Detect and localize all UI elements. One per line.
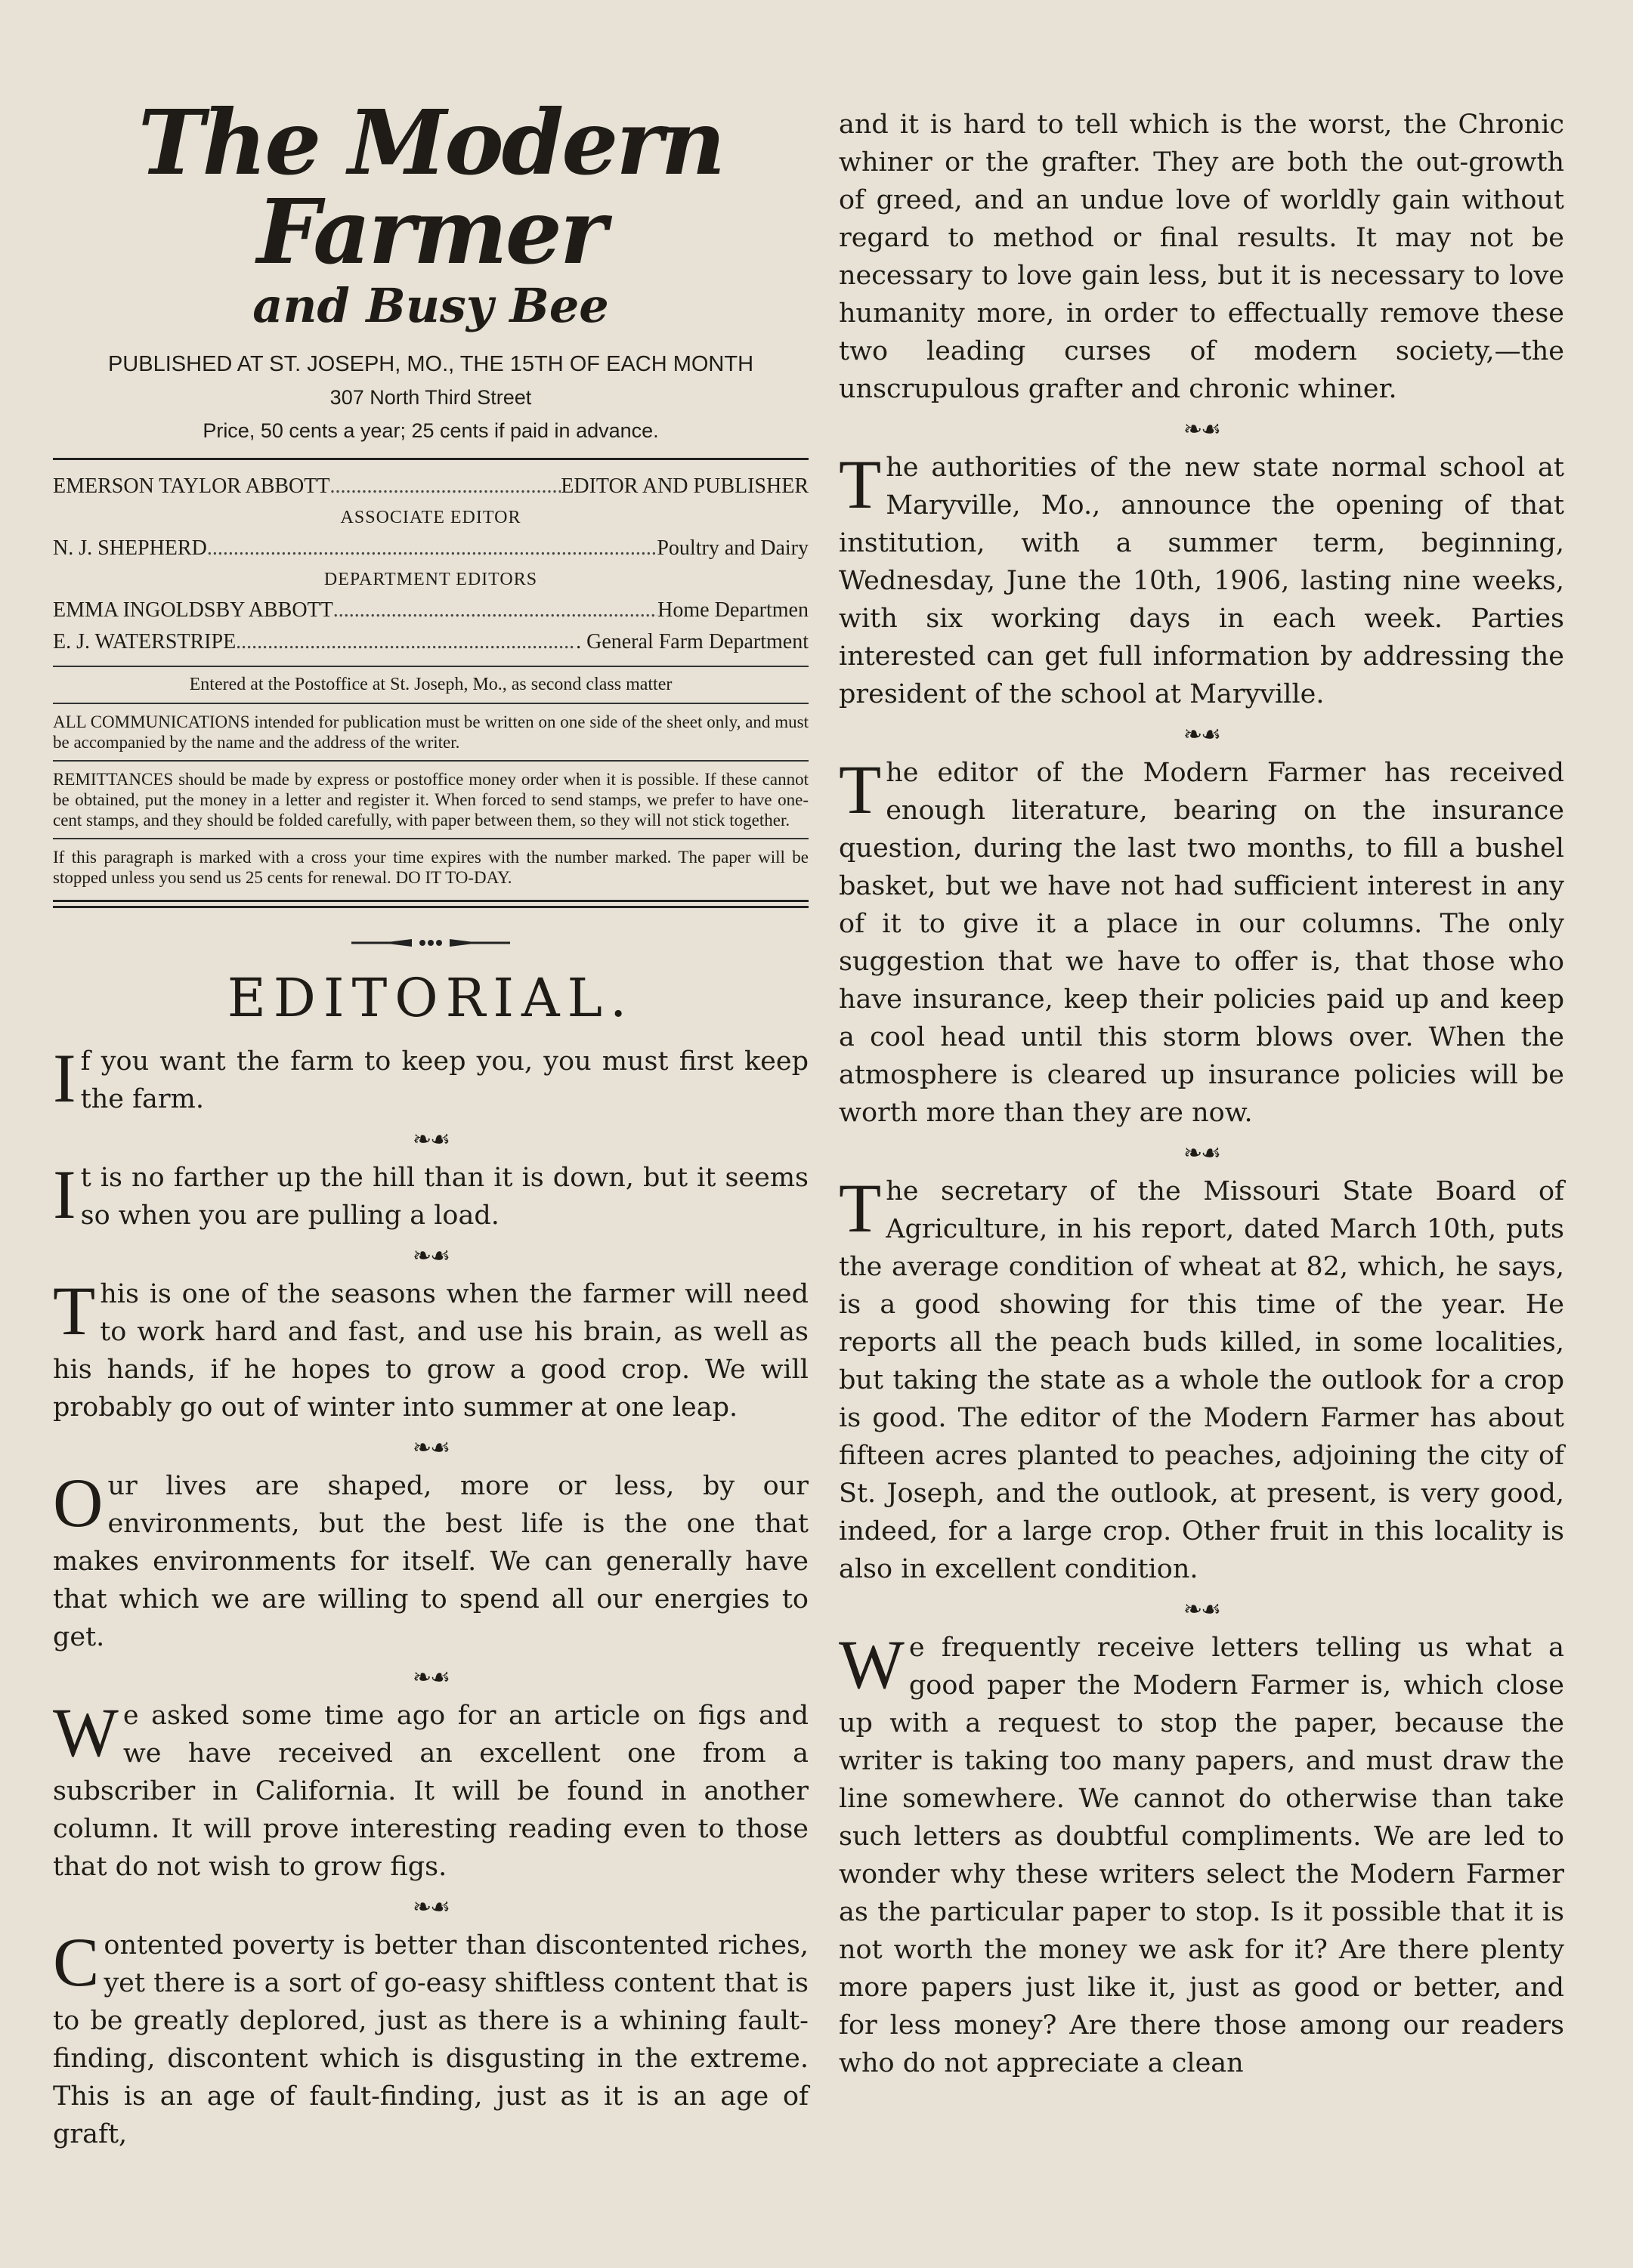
publication-info: PUBLISHED AT ST. JOSEPH, MO., THE 15TH OF EACH MONTH (107, 352, 754, 376)
paragraph-text: f you want the farm to keep you, you must first keep the farm. (80, 1046, 809, 1114)
publication-address: 307 North Third Street (329, 386, 532, 409)
paragraph-text: ontented poverty is better than discontented riches, yet there is a sort of go-easy shiftless content that is to be greatly deplored, just as there is a whining fault-finding, discontent which is disgusting in the extreme. This is an age of fault-finding, just as it is an age of graft, (53, 1930, 809, 2149)
right-editorial-body (839, 417, 1564, 2082)
left-column (53, 90, 809, 2153)
paragraph-text: he editor of the Modern Farmer has received enough literature, bearing on the insurance question, during the last two months, to fill a bushel basket, but we have not had sufficient interest in any of it to give it a place in our columns. The only suggestion that we have to offer is, that those who have insurance, keep their policies paid up and keep a cool head until this storm blows over. When the atmosphere is cleared up insurance policies will be worth more than they are now. (839, 758, 1564, 1128)
communications-notice: ALL COMMUNICATIONS intended for publication must be written on one side of the sheet only, and must be accompanied by the name and the address of the writer. (53, 712, 809, 752)
separator-ornament-icon: ❧☙ (1183, 416, 1220, 443)
paragraph-text: e frequently receive letters telling us what a good paper the Modern Farmer is, which close up with a request to stop the paper, because the writer is taking too many papers, and must draw the line somewhere. We cannot do otherwise than take such letters as doubtful compliments. We are led to wonder why these writers select the Modern Farmer as the particular paper to stop. Is it possible that it is not worth the money we ask for it? Are there plenty more papers just like it, just as good or better, and for less money? Are there those among our readers who do not appreciate a clean (839, 1633, 1564, 2078)
remittances-notice: REMITTANCES should be made by express or postoffice money order when it is possible. If these cannot be obtained, put the money in a letter and register it. When forced to send stamps, we prefer to have one-cent stamps, and they should be folded carefully, with paper between them, so they will not stick together. (53, 770, 809, 830)
separator-ornament-icon: ❧☙ (412, 1243, 450, 1269)
staff-role: EDITOR AND PUBLISHER (561, 474, 809, 498)
separator-ornament-icon: ❧☙ (1183, 1140, 1220, 1166)
paragraph-text: e asked some time ago for an article on figs and we have received an excellent one from a subscriber in California. It will be found in another column. It will prove interesting reading even to those that do not wish to grow figs. (53, 1701, 809, 1882)
double-divider (53, 900, 809, 908)
editorial-paragraph (53, 1272, 809, 1426)
masthead-subtitle: and Busy Bee (252, 278, 609, 333)
editorial-paragraph (839, 1626, 1564, 2082)
editorial-paragraph (53, 1923, 809, 2153)
leader-dots (329, 471, 561, 502)
continued-paragraph: and it is hard to tell which is the worst, the Chronic whiner or the grafter. They are both the out-growth of greed, and an undue love of worldly gain without regard to method or final results. It may not be necessary to love gain less, but it is necessary to love humanity more, in order to effectually remove these two leading curses of modern society,—the unscrupulous grafter and chronic whiner. (839, 110, 1564, 404)
masthead-title: The Modern Farmer (138, 90, 724, 284)
flourish-ornament (53, 937, 809, 949)
editorial-paragraph (839, 446, 1564, 713)
paragraph-text: t is no farther up the hill than it is down, but it seems so when you are pulling a load. (80, 1163, 809, 1231)
drop-cap: I (53, 1156, 76, 1233)
divider (53, 838, 809, 839)
staff-role: . General Farm Department (576, 630, 809, 654)
divider (53, 666, 809, 667)
left-editorial-body (53, 1040, 809, 2153)
staff-name: N. J. SHEPHERD (53, 536, 207, 560)
editorial-paragraph (839, 1170, 1564, 1588)
drop-cap: W (839, 1626, 905, 1703)
separator-ornament-icon: ❧☙ (412, 1126, 450, 1153)
subscription-price: Price, 50 cents a year; 25 cents if paid in advance. (203, 419, 659, 442)
editorial-paragraph (53, 1156, 809, 1234)
separator-ornament-icon: ❧☙ (412, 1435, 450, 1461)
editorial-paragraph (53, 1464, 809, 1656)
separator-ornament-icon: ❧☙ (1183, 1596, 1220, 1623)
divider (53, 703, 809, 704)
leader-dots (333, 595, 657, 626)
editorial-paragraph (53, 1694, 809, 1886)
editorial-paragraph (839, 751, 1564, 1132)
staff-name: E. J. WATERSTRIPE (53, 630, 237, 654)
staff-row-associate (53, 533, 809, 564)
leader-dots (236, 626, 576, 658)
drop-cap: T (839, 1170, 882, 1247)
paragraph-text: ur lives are shaped, more or less, by our environments, but the best life is the one that makes environments for itself. We can generally have that which we are willing to spend all our energies to get. (53, 1471, 809, 1652)
paragraph-text: he secretary of the Missouri State Board of Agriculture, in his report, dated March 10th, puts the average condition of wheat at 82, which, he says, is a good showing for this time of the year. He reports all the peach buds killed, in some localities, but taking the state as a whole the outlook for a crop is good. The editor of the Modern Farmer has about fifteen acres planted to peaches, adjoining the city of St. Joseph, and the outlook, at present, is very good, indeed, for a large crop. Other fruit in this locality is also in excellent condition. (839, 1176, 1564, 1584)
paragraph-text: he authorities of the new state normal school at Maryville, Mo., announce the opening of that institution, with a summer term, beginning, Wednesday, June the 10th, 1906, lasting nine weeks, with six working days in each week. Parties interested can get full information by addressing the president of the school at Maryville. (839, 453, 1564, 709)
right-column (839, 106, 1564, 2082)
editorial-paragraph (53, 1040, 809, 1118)
separator-ornament-icon: ❧☙ (1183, 721, 1220, 748)
staff-role: Home Departmen (657, 598, 809, 622)
separator-ornament-icon: ❧☙ (412, 1894, 450, 1920)
flourish-icon (351, 937, 510, 949)
staff-row-department (53, 595, 809, 626)
staff-row-editor (53, 471, 809, 502)
editorial-heading: EDITORIAL. (227, 967, 635, 1029)
divider (53, 760, 809, 762)
department-editors-heading: DEPARTMENT EDITORS (323, 570, 538, 589)
drop-cap: C (53, 1923, 100, 2001)
staff-role: Poultry and Dairy (657, 536, 809, 560)
drop-cap: T (839, 751, 882, 828)
associate-editor-heading: ASSOCIATE EDITOR (340, 508, 521, 527)
postoffice-notice: Entered at the Postoffice at St. Joseph, Mo., as second class matter (189, 675, 673, 694)
drop-cap: T (839, 446, 882, 523)
drop-cap: I (53, 1040, 76, 1117)
leader-dots (207, 533, 657, 564)
renewal-notice: If this paragraph is marked with a cross your time expires with the number marked. The paper will be stopped unless you send us 25 cents for renewal. DO IT TO-DAY. (53, 848, 809, 887)
staff-name: EMERSON TAYLOR ABBOTT (53, 474, 330, 498)
staff-row-department (53, 626, 809, 658)
drop-cap: O (53, 1464, 104, 1541)
paragraph-text: his is one of the seasons when the farmer will need to work hard and fast, and use his brain, as well as his hands, if he hopes to grow a good crop. We will probably go out of winter into summer at one leap. (53, 1279, 809, 1423)
drop-cap: W (53, 1694, 119, 1771)
separator-ornament-icon: ❧☙ (412, 1664, 450, 1691)
divider (53, 458, 809, 460)
drop-cap: T (53, 1272, 96, 1349)
staff-name: EMMA INGOLDSBY ABBOTT (53, 598, 333, 622)
